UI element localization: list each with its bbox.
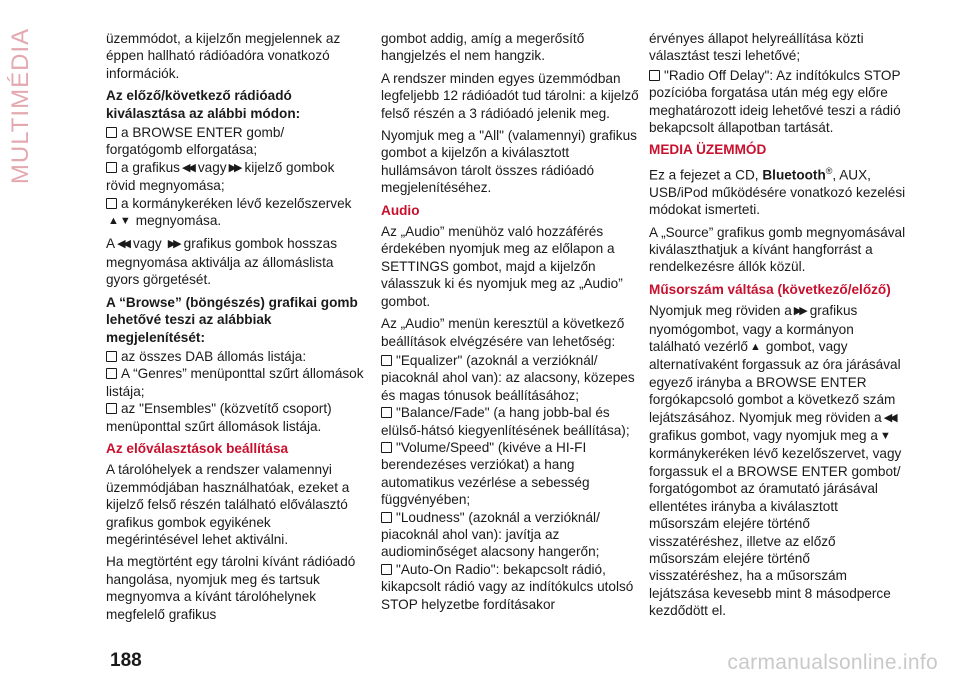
checkbox-bullet-icon [381, 442, 392, 453]
paragraph [649, 163, 907, 219]
list-item [106, 348, 364, 365]
column-2 [381, 30, 639, 613]
checkbox-bullet-icon [649, 70, 660, 81]
list-item-text: "Equalizer" (azoknál a verzióknál/ piacoknál ahol van): az alacsony, közepes és magas tónusok beállításához; [381, 352, 635, 403]
paragraph: érvényes állapot helyreállítása közti választást teszi lehetővé; [649, 31, 864, 64]
subheading: A “Browse” (böngészés) grafikai gomb lehetővé teszi az alábbiak megjelenítését: [106, 294, 358, 345]
list-item [381, 439, 639, 509]
list-item [649, 67, 907, 137]
checkbox-bullet-icon [381, 564, 392, 575]
text: Nyomjuk meg röviden a [649, 303, 792, 319]
previous-track-icon: ◀◀ [181, 161, 193, 174]
page-number: 188 [110, 650, 142, 671]
text: , AUX, USB/iPod működésére vonatkozó kezelési módokat ismerteti. [649, 167, 906, 218]
text: A [106, 236, 116, 252]
text: Ez a fejezet a CD, [649, 167, 759, 183]
checkbox-bullet-icon [381, 407, 392, 418]
triangle-up-icon: ▲ [108, 215, 119, 228]
watermark: carmanualsonline.info [727, 651, 938, 674]
checkbox-bullet-icon [106, 162, 117, 173]
text: vagy [133, 236, 162, 252]
section-label: MULTIMÉDIA [7, 27, 34, 185]
list-item [381, 352, 639, 404]
text: grafikus nyomógombot, vagy a kormányon található vezérlő [649, 303, 858, 355]
paragraph [106, 235, 364, 288]
paragraph [649, 302, 907, 619]
paragraph: A „Source” grafikus gomb megnyomásával kiválaszthatjuk a kívánt hangforrást a rendelkezésre állók közül. [649, 224, 906, 275]
bluetooth-term: Bluetooth [762, 167, 826, 183]
list-item-text: megnyomása. [135, 213, 222, 229]
registered-mark: ® [825, 165, 833, 176]
list-item [381, 561, 639, 613]
paragraph: Az „Audio” menühöz való hozzáférés érdekében nyomjuk meg az előlapon a SETTINGS gombot, majd a kijelzőn válasszuk ki és nyomjuk meg az „Audio” gombot. [381, 224, 623, 309]
list-item-text: "Balance/Fade" (a hang jobb-bal és elülső-hátsó kiegyenlítésének beállítása); [381, 405, 630, 438]
list-item-text: az "Ensembles" (közvetítő csoport) menüponttal szűrt állomások listája. [106, 401, 332, 434]
checkbox-bullet-icon [106, 351, 117, 362]
section-heading: Audio [381, 202, 420, 218]
paragraph: Nyomjuk meg a "All" (valamennyi) grafikus gombot a kijelzőn a kiválasztott hullámsávon tárolt összes rádióadó megjelenítéséhez. [381, 128, 637, 196]
subheading: Az előző/következő rádióadó kiválasztása az alábbi módon: [106, 88, 301, 121]
next-track-icon: ▶▶ [793, 305, 805, 318]
paragraph: A tárolóhelyek a rendszer valamennyi üzemmódjában használhatóak, ezeket a kijelző felső részén található előválasztó grafikus gombok egyikének megérintésével lehet aktiválni. [106, 462, 350, 547]
list-item-text: "Radio Off Delay": Az indítókulcs STOP pozícióba forgatása után még egy előre meghatározott ideig lehetővé teszi a rádió bekapcsolt állapotban tartását. [649, 67, 901, 136]
list-item [106, 365, 364, 400]
section-heading: MEDIA ÜZEMMÓD [649, 142, 767, 158]
text: gombot, vagy alternatívaként forgassuk az óra járásával egyező irányba a BROWSE ENTER forgókapcsoló gombot a következő szám lejátszásához. Nyomjuk meg röviden a [649, 339, 901, 425]
text: grafikus gombot, vagy nyomjuk meg a [649, 428, 878, 444]
checkbox-bullet-icon [106, 127, 117, 138]
next-track-icon: ▶▶ [228, 161, 240, 174]
triangle-up-icon: ▲ [750, 341, 761, 354]
list-item [106, 400, 364, 435]
section-heading: Az előválasztások beállítása [106, 440, 289, 456]
list-item [106, 124, 364, 159]
list-item-text: a BROWSE ENTER gomb/ forgatógomb elforgatása; [106, 125, 285, 158]
list-item-text: A “Genres” menüponttal szűrt állomások listája; [106, 366, 364, 399]
paragraph: A rendszer minden egyes üzemmódban legfeljebb 12 rádióadót tud tárolni: a kijelző felső részén a 3 rádióadó jelenik meg. [381, 70, 639, 121]
section-heading: Műsorszám váltása (következő/előző) [649, 281, 891, 297]
list-item-text: az összes DAB állomás listája: [121, 348, 307, 364]
list-item [381, 404, 639, 439]
list-item-text: vagy [197, 159, 227, 175]
list-item-text: a grafikus [121, 159, 180, 175]
previous-track-icon: ◀◀ [117, 238, 128, 251]
checkbox-bullet-icon [106, 368, 117, 379]
list-item-text: "Auto-On Radio": bekapcsolt rádió, kikapcsolt rádió vagy az indítókulcs utolsó STOP helyzetbe fordításakor [381, 561, 634, 612]
list-item-text: a kormánykeréken lévő kezelőszervek [121, 195, 352, 211]
text: kormánykeréken lévő kezelőszervet, vagy forgassuk el a BROWSE ENTER gombot/ forgatógombot az óramutató járásával ellentétes irányba a kiválasztott műsorszám elejére történő visszatéréshez, illetve az előző műsorszám elejére történő visszatéréshez, ha a műsorszám lejátszása kevesebb mint 8 másodperce kezdődött el. [649, 446, 902, 619]
list-item-text: kijelző gombok rövid megnyomása; [106, 159, 335, 194]
text: grafikus gombok hosszas megnyomása aktiválja az állomáslista gyors görgetését. [106, 236, 338, 288]
checkbox-bullet-icon [381, 355, 392, 366]
paragraph: gombot addig, amíg a megerősítő hangjelzés el nem hangzik. [381, 31, 585, 64]
column-1 [106, 30, 364, 628]
paragraph: Ha megtörtént egy tárolni kívánt rádióadó hangolása, nyomjuk meg és tartsuk megnyomva a kívánt tárolóhelynek megfelelő grafikus [106, 554, 356, 622]
triangle-down-icon: ▼ [879, 430, 891, 443]
paragraph: üzemmódot, a kijelzőn megjelennek az éppen hallható rádióadóra vonatkozó információk. [106, 31, 341, 81]
next-track-icon: ▶▶ [167, 238, 179, 251]
triangle-down-icon: ▼ [119, 215, 131, 228]
list-item [106, 195, 364, 231]
list-item [106, 159, 364, 195]
previous-track-icon: ◀◀ [883, 411, 895, 424]
checkbox-bullet-icon [381, 512, 392, 523]
checkbox-bullet-icon [106, 403, 117, 414]
section-side-tab [4, 27, 38, 185]
list-item-text: "Volume/Speed" (kivéve a HI-FI berendezéses verziókat) a hang automatikus vezérlése a sebesség függvényében; [381, 439, 590, 508]
column-3 [649, 30, 907, 625]
paragraph: Az „Audio” menün keresztül a következő beállítások elvégzésére van lehetőség: [381, 316, 625, 349]
list-item [381, 509, 639, 561]
checkbox-bullet-icon [106, 198, 117, 209]
list-item-text: "Loudness" (azoknál a verzióknál/ piacoknál ahol van): javítja az audiominőséget alacsony hangerőn; [381, 509, 600, 560]
